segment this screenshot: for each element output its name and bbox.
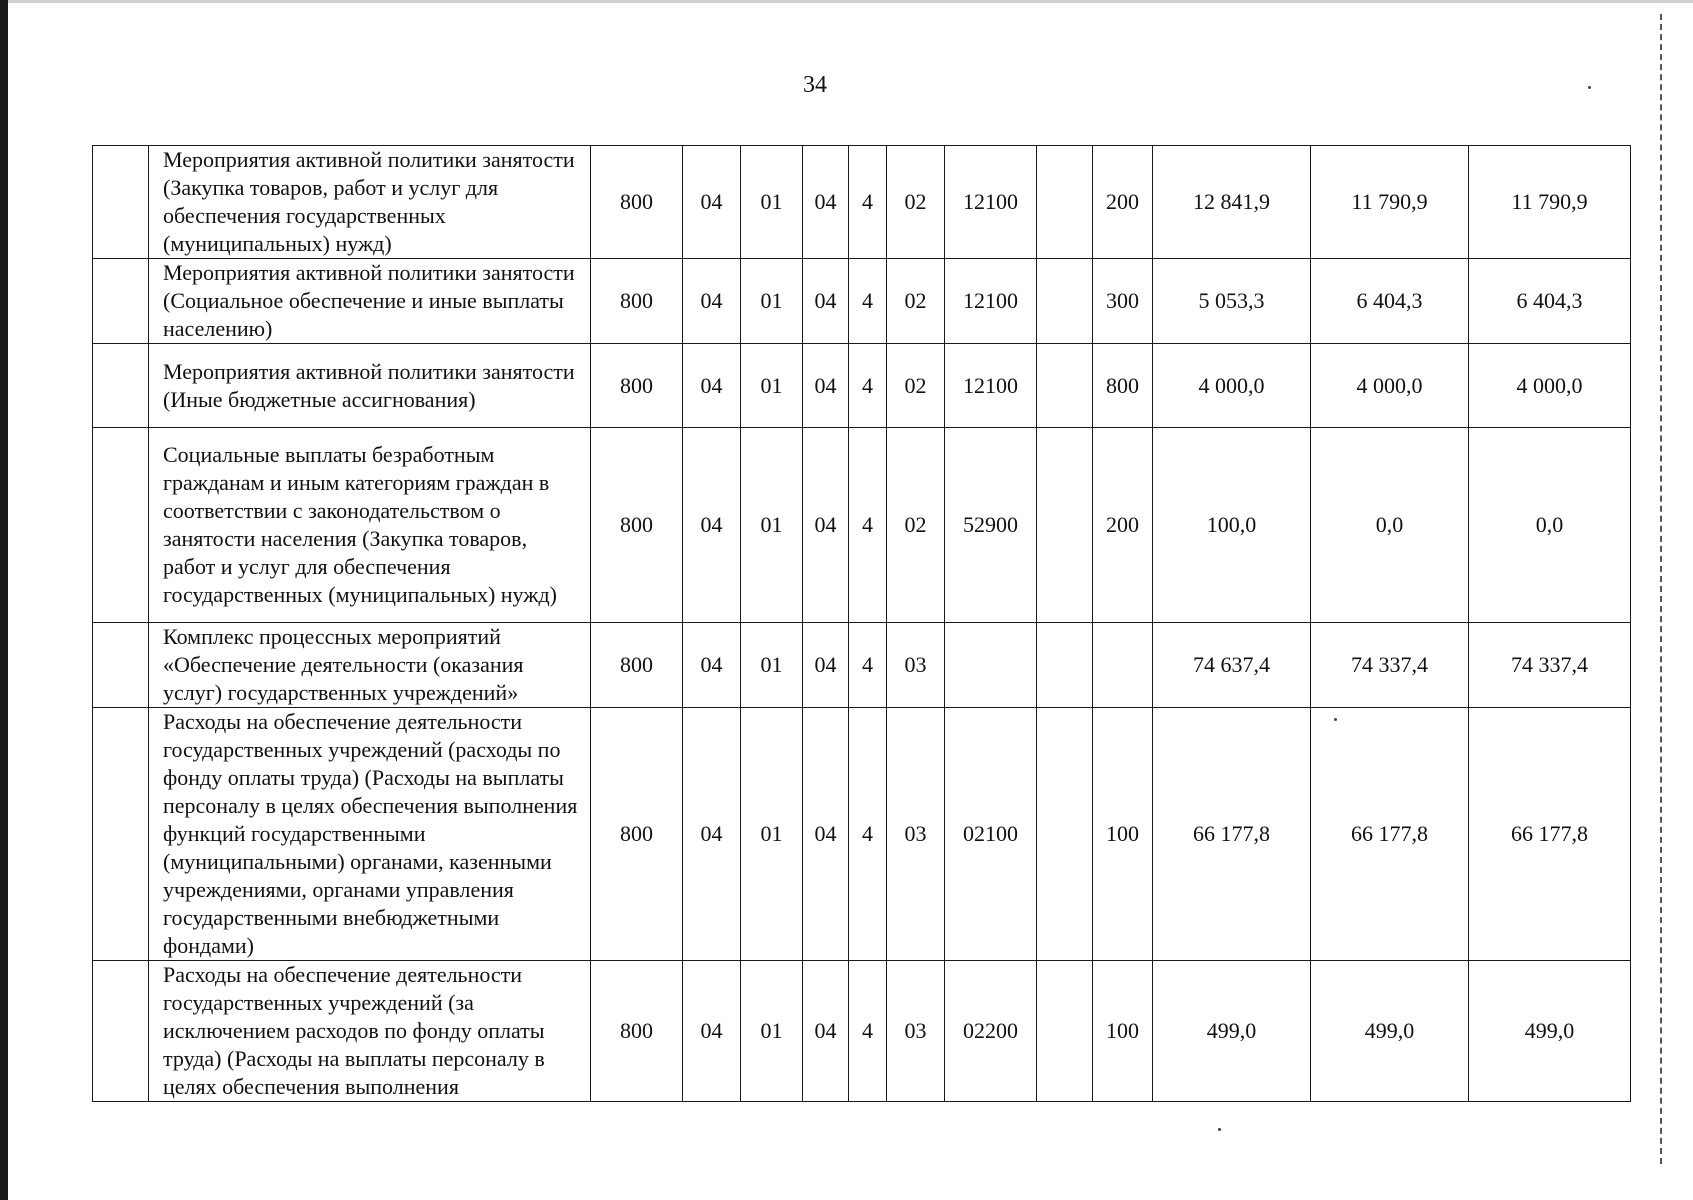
code-program: 04	[803, 623, 849, 708]
amount-year-1: 499,0	[1153, 961, 1311, 1102]
code-program: 04	[803, 259, 849, 344]
code-ministry: 800	[591, 259, 683, 344]
table-row	[93, 961, 1631, 1102]
code-expense-type	[1093, 623, 1153, 708]
amount-year-1: 4 000,0	[1153, 344, 1311, 428]
code-type: 4	[849, 961, 887, 1102]
code-complex: 03	[887, 623, 945, 708]
amount-year-1: 5 053,3	[1153, 259, 1311, 344]
code-expense-type: 800	[1093, 344, 1153, 428]
table-row	[93, 344, 1631, 428]
code-empty	[1037, 961, 1093, 1102]
code-complex: 03	[887, 961, 945, 1102]
amount-year-2: 66 177,8	[1311, 708, 1469, 961]
code-section: 04	[683, 708, 741, 961]
code-empty	[1037, 146, 1093, 259]
code-empty	[1037, 623, 1093, 708]
code-type: 4	[849, 344, 887, 428]
amount-year-2: 4 000,0	[1311, 344, 1469, 428]
code-program: 04	[803, 961, 849, 1102]
code-direction: 12100	[945, 344, 1037, 428]
code-empty	[1037, 259, 1093, 344]
scan-speck	[1218, 1128, 1221, 1131]
row-index-cell	[93, 259, 149, 344]
scan-edge-left	[0, 0, 8, 1200]
code-program: 04	[803, 344, 849, 428]
amount-year-2: 499,0	[1311, 961, 1469, 1102]
item-name: Мероприятия активной политики занятости (Закупка товаров, работ и услуг для обеспечения государственных (муниципальных) нужд)	[149, 146, 591, 259]
code-section: 04	[683, 344, 741, 428]
code-program: 04	[803, 146, 849, 259]
code-type: 4	[849, 259, 887, 344]
row-index-cell	[93, 344, 149, 428]
table-row	[93, 259, 1631, 344]
code-program: 04	[803, 708, 849, 961]
code-direction: 12100	[945, 146, 1037, 259]
code-subsection: 01	[741, 344, 803, 428]
code-ministry: 800	[591, 708, 683, 961]
code-subsection: 01	[741, 623, 803, 708]
code-type: 4	[849, 708, 887, 961]
code-type: 4	[849, 428, 887, 623]
code-section: 04	[683, 623, 741, 708]
code-subsection: 01	[741, 428, 803, 623]
code-type: 4	[849, 623, 887, 708]
code-subsection: 01	[741, 961, 803, 1102]
amount-year-3: 66 177,8	[1469, 708, 1631, 961]
code-direction: 52900	[945, 428, 1037, 623]
code-section: 04	[683, 146, 741, 259]
code-complex: 02	[887, 146, 945, 259]
code-complex: 02	[887, 428, 945, 623]
code-type: 4	[849, 146, 887, 259]
amount-year-2: 6 404,3	[1311, 259, 1469, 344]
code-complex: 02	[887, 259, 945, 344]
code-expense-type: 100	[1093, 708, 1153, 961]
item-name: Расходы на обеспечение деятельности государственных учреждений (расходы по фонду оплаты труда) (Расходы на выплаты персоналу в целях обеспечения выполнения функций государственными (муниципальными) органами, казенными учреждениями, органами управления государственными внебюджетными фондами)	[149, 708, 591, 961]
code-expense-type: 100	[1093, 961, 1153, 1102]
row-index-cell	[93, 428, 149, 623]
item-name: Мероприятия активной политики занятости (Социальное обеспечение и иные выплаты населению)	[149, 259, 591, 344]
code-ministry: 800	[591, 146, 683, 259]
code-section: 04	[683, 961, 741, 1102]
code-ministry: 800	[591, 344, 683, 428]
amount-year-1: 74 637,4	[1153, 623, 1311, 708]
code-ministry: 800	[591, 428, 683, 623]
code-direction: 02100	[945, 708, 1037, 961]
budget-table	[92, 145, 1631, 1102]
item-name: Мероприятия активной политики занятости (Иные бюджетные ассигнования)	[149, 344, 591, 428]
code-subsection: 01	[741, 259, 803, 344]
amount-year-3: 499,0	[1469, 961, 1631, 1102]
scan-edge-right	[1660, 14, 1662, 1164]
code-expense-type: 200	[1093, 146, 1153, 259]
amount-year-3: 11 790,9	[1469, 146, 1631, 259]
table-row	[93, 623, 1631, 708]
amount-year-1: 12 841,9	[1153, 146, 1311, 259]
code-program: 04	[803, 428, 849, 623]
code-empty	[1037, 708, 1093, 961]
code-subsection: 01	[741, 708, 803, 961]
code-empty	[1037, 344, 1093, 428]
row-index-cell	[93, 708, 149, 961]
amount-year-2: 74 337,4	[1311, 623, 1469, 708]
row-index-cell	[93, 961, 149, 1102]
page-number: 34	[803, 72, 827, 98]
code-expense-type: 200	[1093, 428, 1153, 623]
code-complex: 03	[887, 708, 945, 961]
row-index-cell	[93, 146, 149, 259]
table-row	[93, 428, 1631, 623]
amount-year-3: 74 337,4	[1469, 623, 1631, 708]
item-name: Комплекс процессных мероприятий «Обеспечение деятельности (оказания услуг) государственных учреждений»	[149, 623, 591, 708]
amount-year-3: 6 404,3	[1469, 259, 1631, 344]
code-direction: 02200	[945, 961, 1037, 1102]
amount-year-1: 66 177,8	[1153, 708, 1311, 961]
table-row	[93, 708, 1631, 961]
amount-year-2: 11 790,9	[1311, 146, 1469, 259]
code-subsection: 01	[741, 146, 803, 259]
code-ministry: 800	[591, 623, 683, 708]
code-section: 04	[683, 259, 741, 344]
code-direction: 12100	[945, 259, 1037, 344]
amount-year-1: 100,0	[1153, 428, 1311, 623]
code-complex: 02	[887, 344, 945, 428]
amount-year-2: 0,0	[1311, 428, 1469, 623]
row-index-cell	[93, 623, 149, 708]
amount-year-3: 0,0	[1469, 428, 1631, 623]
code-section: 04	[683, 428, 741, 623]
code-direction	[945, 623, 1037, 708]
item-name: Расходы на обеспечение деятельности государственных учреждений (за исключением расходов по фонду оплаты труда) (Расходы на выплаты персоналу в целях обеспечения выполнения	[149, 961, 591, 1102]
item-name: Социальные выплаты безработным гражданам и иным категориям граждан в соответствии с законодательством о занятости населения (Закупка товаров, работ и услуг для обеспечения государственных (муниципальных) нужд)	[149, 428, 591, 623]
code-expense-type: 300	[1093, 259, 1153, 344]
code-empty	[1037, 428, 1093, 623]
amount-year-3: 4 000,0	[1469, 344, 1631, 428]
scan-edge-top	[0, 0, 1693, 3]
table-row	[93, 146, 1631, 259]
code-ministry: 800	[591, 961, 683, 1102]
